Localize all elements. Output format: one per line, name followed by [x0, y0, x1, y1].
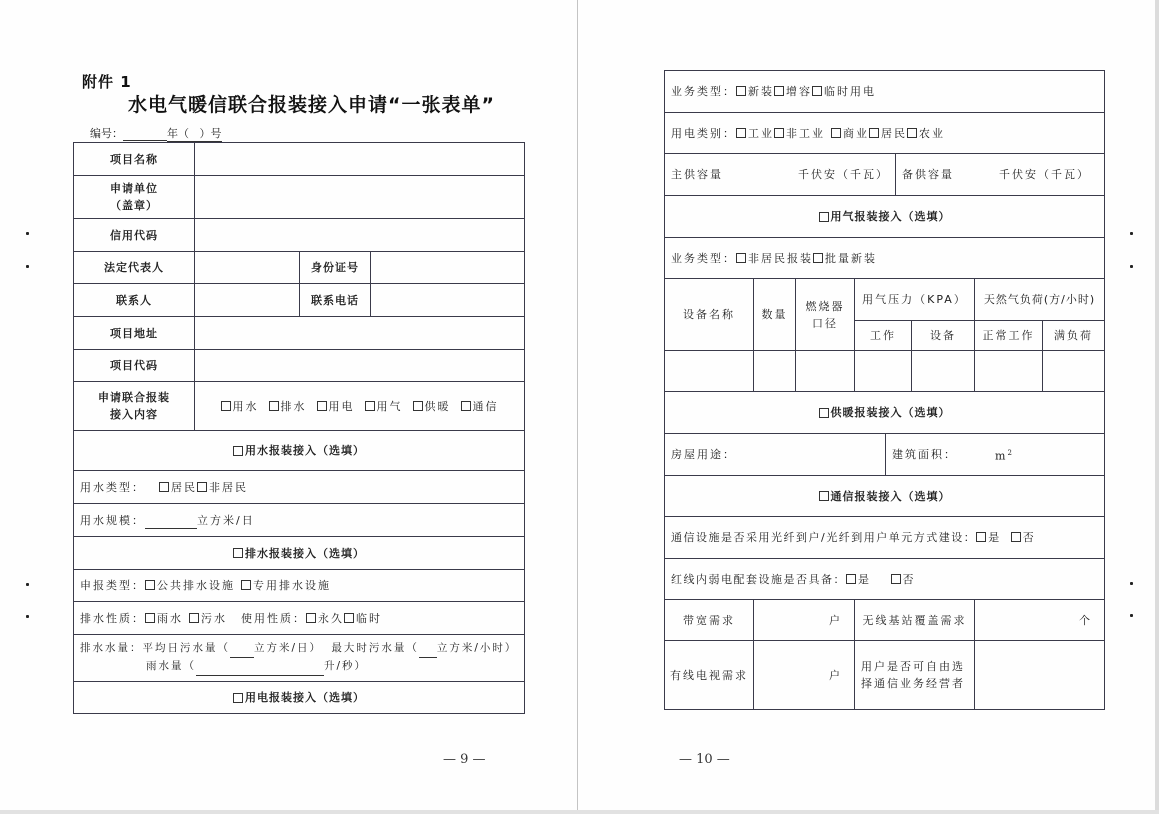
rainwater-volume-field[interactable]	[196, 658, 324, 676]
gas-pressure-work-field[interactable]	[855, 351, 911, 391]
drainage-nature-row: 排水性质： 雨水 污水 使用性质： 永久 临时	[80, 611, 382, 625]
checkbox-heating[interactable]: 供暖	[413, 398, 451, 415]
checkbox-industrial[interactable]: 工业	[736, 125, 774, 142]
checkbox-water[interactable]: 用水	[221, 398, 259, 415]
checkbox-fiber-yes[interactable]: 是	[976, 529, 1001, 546]
header-gas-pressure: 用气压力（KPA）	[862, 293, 967, 306]
applicant-unit-field[interactable]	[195, 176, 524, 218]
gas-business-row: 业务类型： 非居民报装 批量新装	[671, 251, 877, 265]
contact-phone-field[interactable]	[371, 284, 524, 316]
serial-number: 编号： 年（ ）号	[90, 127, 222, 140]
checkbox-permanent[interactable]: 永久	[306, 610, 344, 627]
checkbox-private-drainage[interactable]: 专用排水设施	[241, 577, 331, 594]
house-usage-cell[interactable]: 房屋用途：	[671, 448, 736, 461]
label-legal-rep: 法定代表人	[104, 261, 164, 274]
checkbox-non-industrial[interactable]: 非工业	[774, 125, 825, 142]
checkbox-agricultural[interactable]: 农业	[907, 125, 945, 142]
label-project-code: 项目代码	[110, 359, 158, 372]
label-credit-code: 信用代码	[110, 228, 158, 242]
checkbox-fiber-no[interactable]: 否	[1011, 529, 1036, 546]
label-contact-phone: 联系电话	[311, 293, 359, 307]
label-applicant-unit: 申请单位 （盖章）	[110, 182, 158, 212]
checkbox-non-resident-install[interactable]: 非居民报装	[736, 250, 813, 267]
label-id-number: 身份证号	[311, 261, 359, 274]
page-edge	[1155, 0, 1159, 814]
section-drainage[interactable]: 排水报装接入（选填）	[74, 537, 524, 569]
gas-load-full-field[interactable]	[1043, 351, 1104, 391]
section-heating[interactable]: 供暖报装接入（选填）	[665, 392, 1104, 433]
credit-code-field[interactable]	[195, 219, 524, 251]
gas-pressure-device-field[interactable]	[912, 351, 974, 391]
binding-hole	[1130, 232, 1133, 235]
electric-business-row: 业务类型： 新装 增容 临时用电	[671, 85, 876, 98]
id-number-field[interactable]	[371, 252, 524, 283]
page-number-9: — 9 —	[443, 752, 486, 767]
gas-burner-field[interactable]	[796, 351, 854, 391]
binding-hole	[26, 583, 29, 586]
binding-hole	[26, 232, 29, 235]
checkbox-electric[interactable]: 用电	[317, 398, 355, 415]
wireless-coverage-field[interactable]: 个	[1079, 613, 1090, 627]
page-fold	[577, 0, 578, 814]
fiber-question-row: 通信设施是否采用光纤到户/光纤到用户单元方式建设： 是 否	[671, 531, 1036, 544]
checkbox-redline-yes[interactable]: 是	[846, 571, 871, 588]
backup-capacity-cell[interactable]: 备供容量 千伏安（千瓦）	[902, 168, 1090, 181]
binding-hole	[1130, 614, 1133, 617]
drainage-declare-row: 申报类型： 公共排水设施 专用排水设施	[80, 579, 331, 592]
main-capacity-cell[interactable]: 主供容量 千伏安（千瓦）	[671, 168, 889, 181]
bandwidth-field[interactable]: 户	[829, 613, 840, 627]
section-gas[interactable]: 用气报装接入（选填）	[665, 196, 1104, 237]
header-pressure-work: 工作	[870, 329, 896, 342]
checkbox-gas[interactable]: 用气	[365, 398, 403, 415]
joint-content-options	[195, 382, 524, 430]
checkbox-public-drainage[interactable]: 公共排水设施	[145, 577, 235, 594]
form-title: 水电气暖信联合报装接入申请“一张表单”	[128, 94, 495, 116]
checkbox-temporary-power[interactable]: 临时用电	[812, 83, 876, 100]
project-address-field[interactable]	[195, 317, 524, 349]
checkbox-batch-install[interactable]: 批量新装	[813, 250, 877, 267]
max-hourly-sewage-field[interactable]	[419, 640, 437, 658]
gas-device-name-field[interactable]	[665, 351, 753, 391]
page-edge-bottom	[0, 810, 1159, 814]
legal-rep-field[interactable]	[195, 252, 299, 283]
header-device-name: 设备名称	[683, 308, 735, 321]
header-load-normal: 正常工作	[982, 329, 1035, 342]
header-gas-load: 天然气负荷(方/小时)	[983, 293, 1096, 306]
project-code-field[interactable]	[195, 350, 524, 381]
checkbox-rainwater[interactable]: 雨水	[145, 610, 183, 627]
section-water[interactable]: 用水报装接入（选填）	[74, 431, 524, 470]
binding-hole	[1130, 265, 1133, 268]
binding-hole	[1130, 582, 1133, 585]
checkbox-sewage[interactable]: 污水	[189, 610, 227, 627]
redline-question-row: 红线内弱电配套设施是否具备： 是 否	[671, 572, 915, 586]
checkbox-redline-no[interactable]: 否	[891, 571, 916, 588]
checkbox-residential[interactable]: 居民	[869, 125, 907, 142]
contact-field[interactable]	[195, 284, 299, 316]
serial-blank[interactable]	[123, 127, 167, 141]
checkbox-non-resident[interactable]: 非居民	[197, 479, 248, 496]
gas-load-normal-field[interactable]	[975, 351, 1042, 391]
label-joint-content: 申请联合报装 接入内容	[98, 391, 170, 421]
label-project-name: 项目名称	[110, 152, 158, 166]
header-load-full: 满负荷	[1054, 329, 1093, 342]
operator-choice-field[interactable]	[975, 641, 1104, 709]
avg-daily-sewage-field[interactable]	[230, 640, 254, 658]
building-area-cell[interactable]: 建筑面积： $m^2$	[892, 448, 1014, 463]
label-cable-tv: 有线电视需求	[670, 668, 748, 682]
label-bandwidth: 带宽需求	[683, 613, 735, 627]
project-name-field[interactable]	[195, 143, 524, 175]
label-operator-choice: 用户是否可自由选 择通信业务经营者	[861, 660, 965, 690]
electric-category-row: 用电类别： 工业 非工业 商业 居民 农业	[671, 126, 945, 140]
header-pressure-device: 设备	[930, 329, 956, 342]
cable-tv-field[interactable]: 户	[829, 668, 840, 682]
label-contact: 联系人	[116, 293, 152, 307]
attachment-label: 附件 1	[82, 73, 132, 91]
binding-hole	[26, 265, 29, 268]
binding-hole	[26, 615, 29, 618]
water-scale-field[interactable]	[145, 511, 197, 529]
checkbox-commercial[interactable]: 商业	[831, 125, 869, 142]
section-telecom[interactable]: 通信报装接入（选填）	[665, 476, 1104, 516]
checkbox-telecom[interactable]: 通信	[461, 398, 499, 415]
header-burner-diameter: 燃烧器 口径	[805, 299, 845, 330]
label-wireless-coverage: 无线基站覆盖需求	[862, 613, 967, 627]
section-electric[interactable]: 用电报装接入（选填）	[74, 682, 524, 713]
checkbox-new-install[interactable]: 新装	[736, 83, 774, 100]
checkbox-drainage[interactable]: 排水	[269, 398, 307, 415]
water-scale-row: 用水规模： 立方米/日	[74, 504, 524, 536]
page-number-10: — 10 —	[679, 752, 730, 767]
checkbox-temporary[interactable]: 临时	[344, 610, 382, 627]
label-project-address: 项目地址	[110, 326, 158, 340]
water-type-row: 用水类型： 居民 非居民	[80, 480, 248, 494]
checkbox-resident[interactable]: 居民	[159, 479, 197, 496]
checkbox-capacity-increase[interactable]: 增容	[774, 83, 812, 100]
header-quantity: 数量	[761, 308, 788, 321]
gas-quantity-field[interactable]	[754, 351, 795, 391]
drainage-volume-row: 排水水量：平均日污水量（ 立方米/日） 最大时污水量（ 立方米/小时） 雨水量（ 升/秒）	[74, 635, 524, 681]
